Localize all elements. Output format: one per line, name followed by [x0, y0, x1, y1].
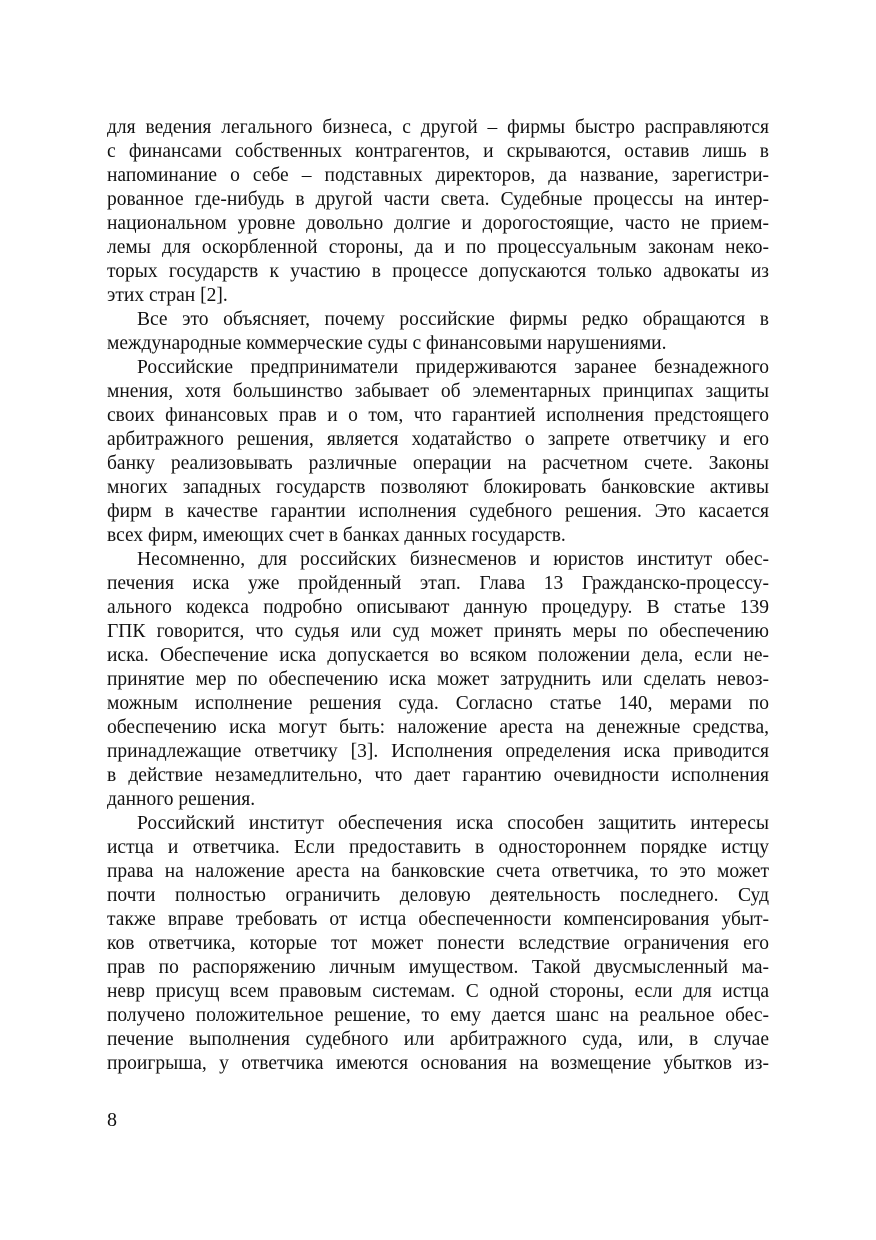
text-line: ГПК говорится, что судья или суд может принять меры по обеспечению	[107, 621, 769, 642]
text-line: многих западных государств позволяют блокировать банковские активы	[107, 477, 769, 498]
text-line: истца и ответчика. Если предоставить в одностороннем порядке истцу	[107, 837, 769, 858]
text-line: невр присущ всем правовым системам. С одной стороны, если для истца	[107, 981, 769, 1002]
paragraph-2	[107, 308, 769, 356]
text-line: принятие мер по обеспечению иска может затруднить или сделать невоз-	[107, 669, 769, 690]
text-line: арбитражного решения, является ходатайство о запрете ответчику и его	[107, 429, 769, 450]
text-line: с финансами собственных контрагентов, и скрываются, оставив лишь в	[107, 141, 769, 162]
text-line: международные коммерческие суды с финансовыми нарушениями.	[107, 333, 667, 354]
page-number: 8	[107, 1109, 117, 1131]
text-line: ального кодекса подробно описывают данную процедуру. В статье 139	[107, 597, 769, 618]
text-line: Все это объясняет, почему российские фирмы редко обращаются в	[137, 309, 769, 330]
text-line: торых государств к участию в процессе допускаются только адвокаты из	[107, 261, 769, 282]
text-line: рованное где-нибудь в другой части света. Судебные процессы на интер-	[107, 189, 769, 210]
text-line: можным исполнение решения суда. Согласно статье 140, мерами по	[107, 693, 769, 714]
text-line: национальном уровне довольно долгие и дорогостоящие, часто не прием-	[107, 213, 769, 234]
text-line: проигрыша, у ответчика имеются основания на возмещение убытков из-	[107, 1053, 769, 1074]
text-line: напоминание о себе – подставных директоров, да название, зарегистри-	[107, 165, 769, 186]
text-line: Российский институт обеспечения иска способен защитить интересы	[137, 813, 769, 834]
text-line: банку реализовывать различные операции на расчетном счете. Законы	[107, 453, 769, 474]
paragraph-4	[107, 548, 769, 812]
text-line: данного решения.	[107, 789, 256, 810]
text-line: всех фирм, имеющих счет в банках данных государств.	[107, 525, 566, 546]
text-line: Российские предприниматели придерживаются заранее безнадежного	[137, 357, 769, 378]
paragraph-5	[107, 812, 769, 1076]
text-line: фирм в качестве гарантии исполнения судебного решения. Это касается	[107, 501, 769, 522]
text-line: мнения, хотя большинство забывает об элементарных принципах защиты	[107, 381, 769, 402]
body-text	[107, 116, 769, 1076]
text-line: печение выполнения судебного или арбитражного суда, или, в случае	[107, 1029, 769, 1050]
text-line: лемы для оскорбленной стороны, да и по процессуальным законам неко-	[107, 237, 769, 258]
text-line: этих стран [2].	[107, 285, 228, 306]
text-line: также вправе требовать от истца обеспеченности компенсирования убыт-	[107, 909, 769, 930]
text-line: принадлежащие ответчику [3]. Исполнения определения иска приводится	[107, 741, 769, 762]
text-line: Несомненно, для российских бизнесменов и юристов институт обес-	[137, 549, 769, 570]
text-line: для ведения легального бизнеса, с другой – фирмы быстро расправляются	[107, 117, 769, 138]
text-line: почти полностью ограничить деловую деятельность последнего. Суд	[107, 885, 769, 906]
text-line: ков ответчика, которые тот может понести вследствие ограничения его	[107, 933, 769, 954]
text-line: иска. Обеспечение иска допускается во всяком положении дела, если не-	[107, 645, 769, 666]
text-line: прав по распоряжению личным имуществом. Такой двусмысленный ма-	[107, 957, 769, 978]
text-line: печения иска уже пройденный этап. Глава 13 Гражданско-процессу-	[107, 573, 769, 594]
text-line: обеспечению иска могут быть: наложение ареста на денежные средства,	[107, 717, 769, 738]
text-line: в действие незамедлительно, что дает гарантию очевидности исполнения	[107, 765, 769, 786]
text-line: своих финансовых прав и о том, что гарантией исполнения предстоящего	[107, 405, 769, 426]
paragraph-3	[107, 356, 769, 548]
text-line: права на наложение ареста на банковские счета ответчика, то это может	[107, 861, 769, 882]
paragraph-1	[107, 116, 769, 308]
text-line: получено положительное решение, то ему дается шанс на реальное обес-	[107, 1005, 769, 1026]
